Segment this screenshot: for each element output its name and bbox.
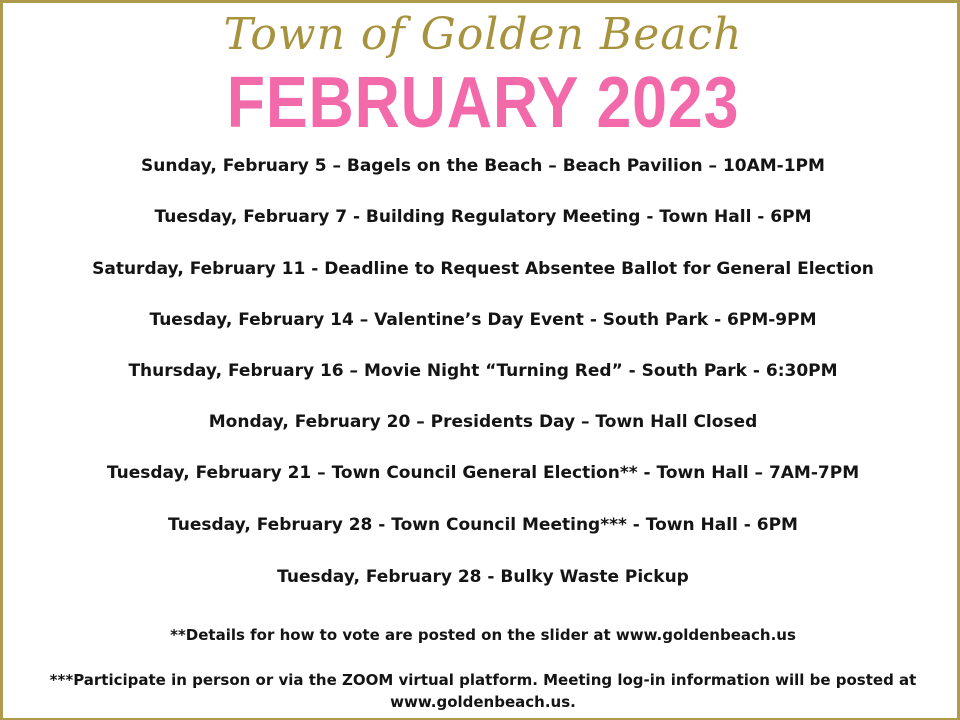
event-item: Sunday, February 5 – Bagels on the Beach – Beach Pavilion – 10AM-1PM xyxy=(141,156,825,176)
event-item: Tuesday, February 28 - Town Council Meeting*** - Town Hall - 6PM xyxy=(168,515,798,535)
event-item: Tuesday, February 14 – Valentine’s Day Event - South Park - 6PM-9PM xyxy=(149,310,817,330)
event-item: Tuesday, February 28 - Bulky Waste Pickup xyxy=(277,567,689,587)
vote-note: **Details for how to vote are posted on the slider at www.goldenbeach.us xyxy=(170,626,796,644)
event-item: Monday, February 20 – Presidents Day – Town Hall Closed xyxy=(208,412,758,432)
town-title: Town of Golden Beach xyxy=(223,9,743,60)
event-item: Tuesday, February 21 – Town Council General Election** - Town Hall – 7AM-7PM xyxy=(106,463,860,483)
event-item: Saturday, February 11 - Deadline to Request Absentee Ballot for General Election xyxy=(92,259,874,279)
event-item: Tuesday, February 7 - Building Regulatory Meeting - Town Hall - 6PM xyxy=(154,207,812,227)
zoom-note: ***Participate in person or via the ZOOM virtual platform. Meeting log-in information will be posted at www.goldenbeach.us. xyxy=(49,671,917,711)
event-item: Thursday, February 16 – Movie Night “Turning Red” - South Park - 6:30PM xyxy=(128,361,838,381)
month-title: FEBRUARY 2023 xyxy=(226,63,740,143)
